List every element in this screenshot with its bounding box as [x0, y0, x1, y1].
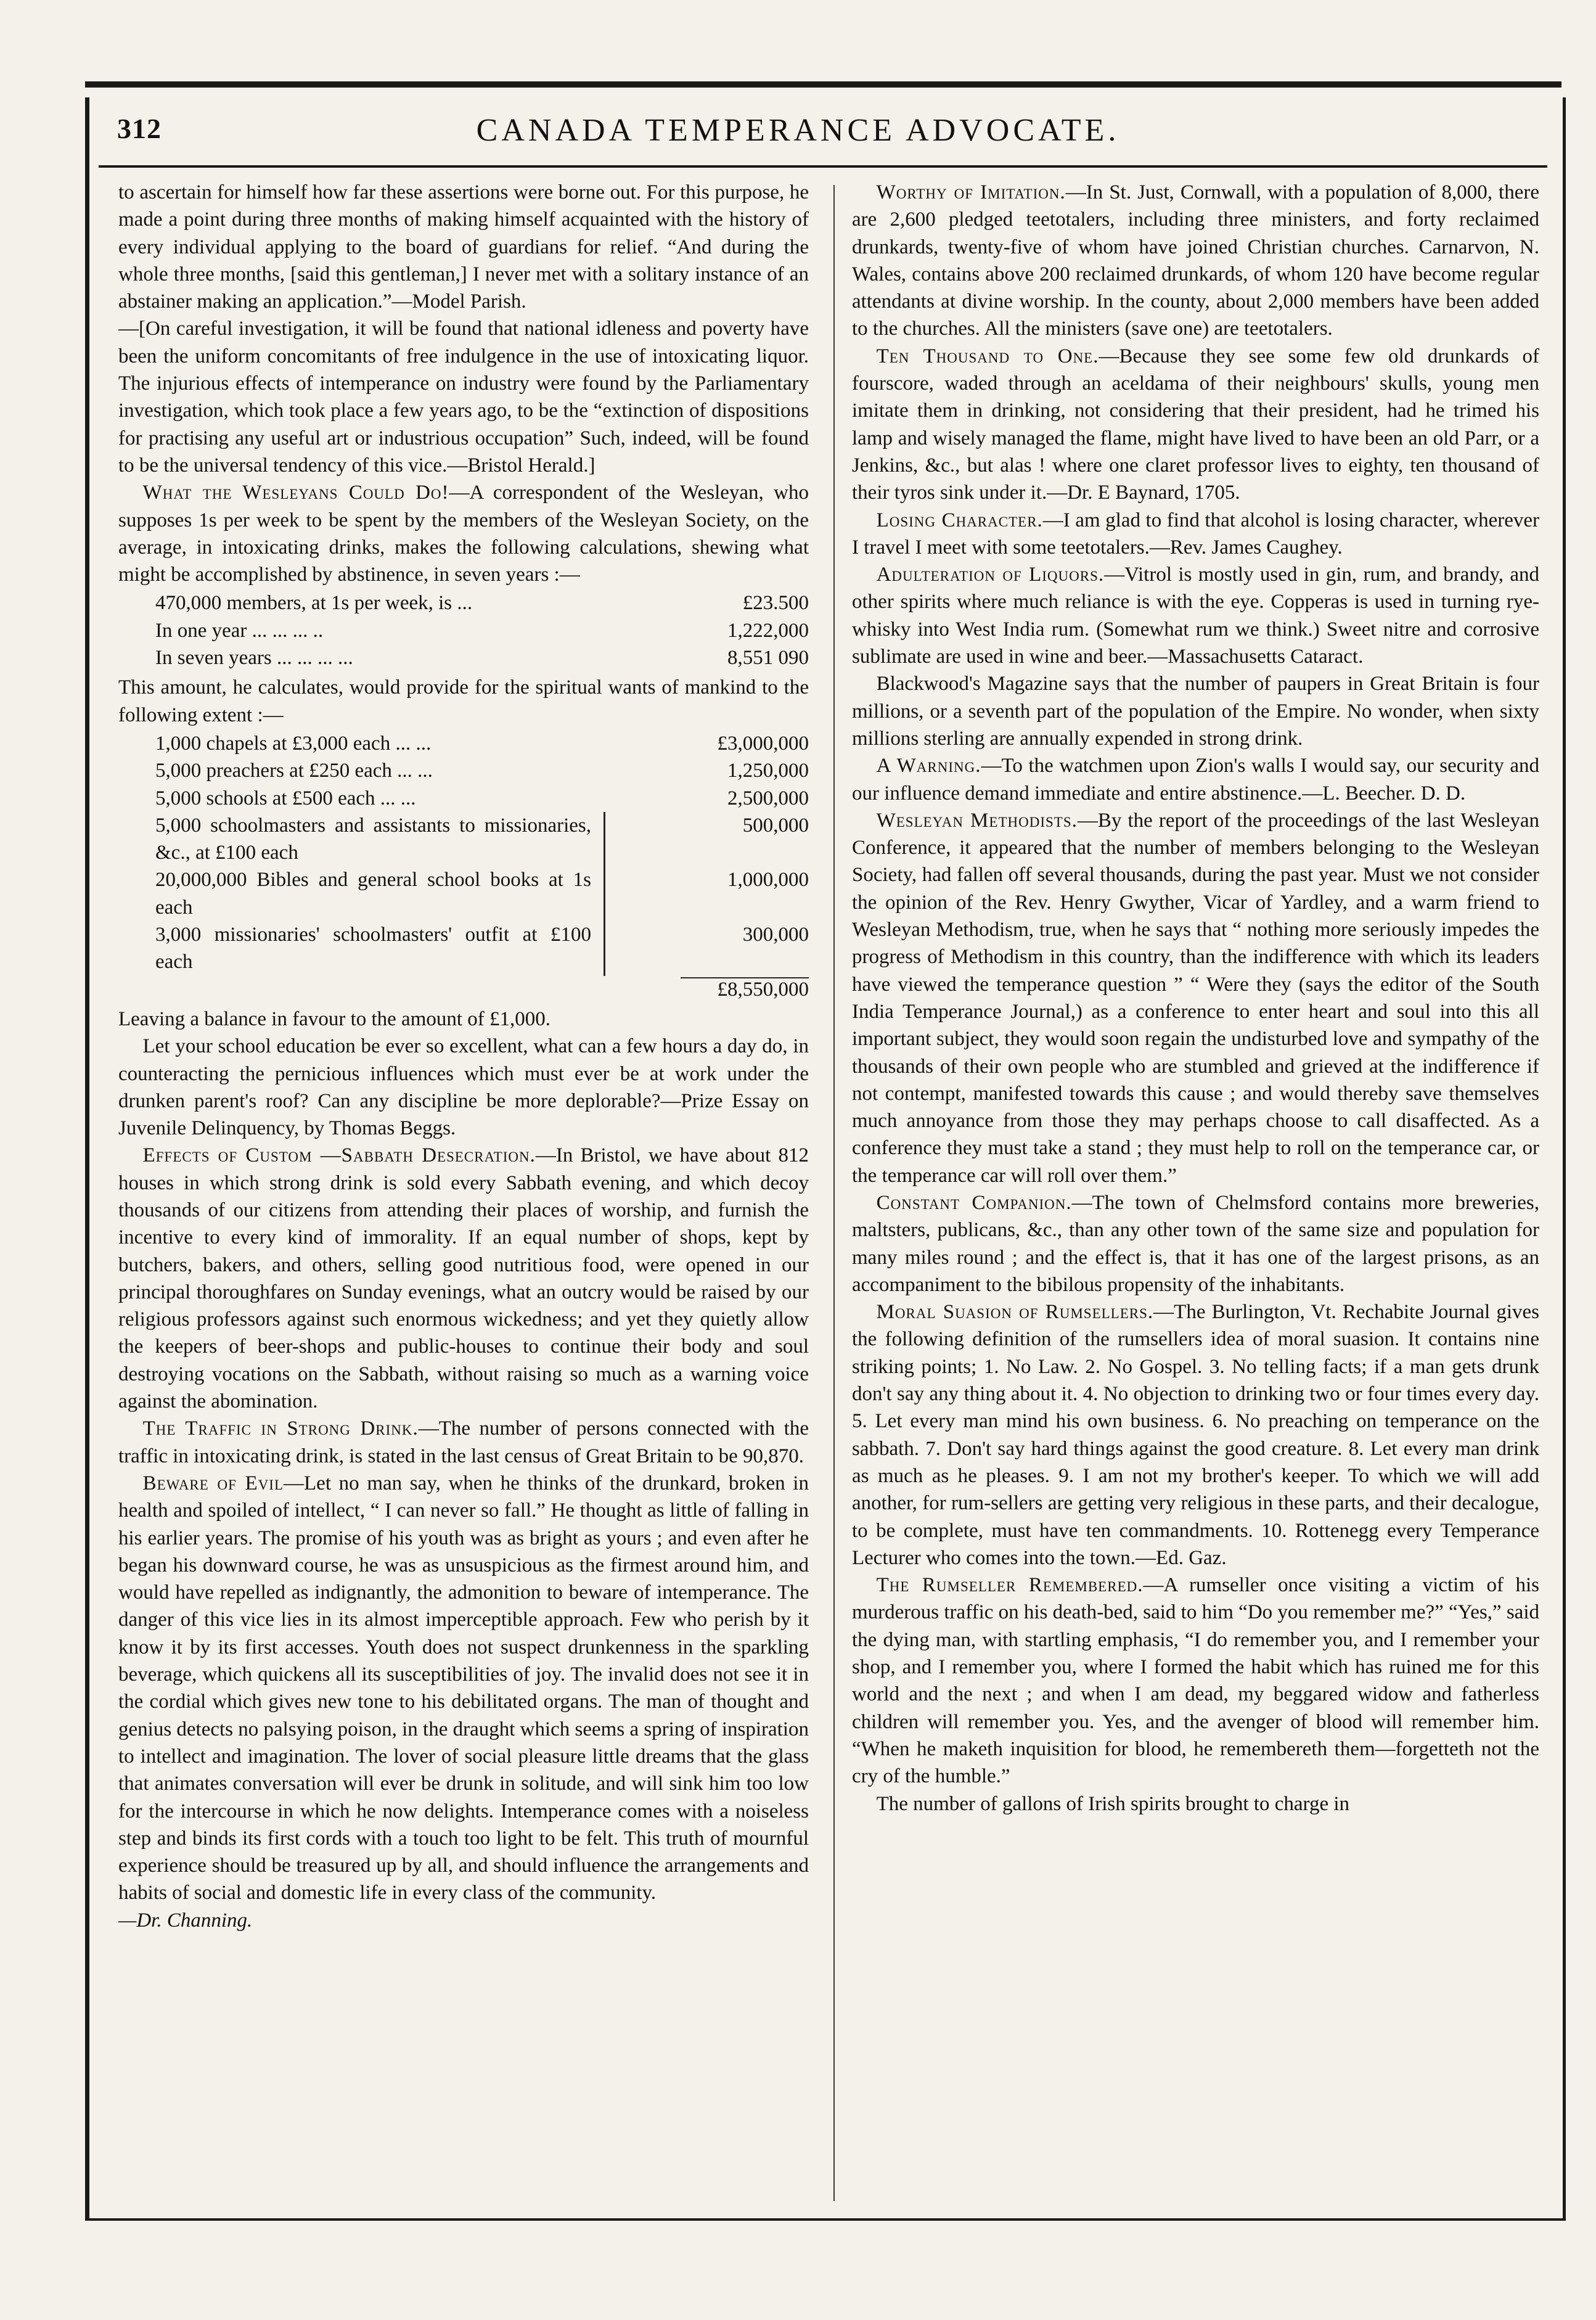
- row-label: 5,000 schools at £500 each ... ...: [155, 787, 416, 810]
- article-remembered: [852, 1572, 1539, 1790]
- row-amount: 300,000: [742, 924, 809, 946]
- paragraph: Let your school education be ever so excellent, what can a few hours a day do, in counteracting the pernicious influences which must ever be at work under the drunken parent's roof? Can any discipline be more deplorable?—Prize Essay on Juvenile Delinquency, by Thomas Beggs.: [118, 1035, 809, 1140]
- article-text: —By the report of the proceedings of the last Wesleyan Conference, it appeared that the number of members belonging to the Wesleyan Society, had fallen off several thousands, during the past year. Must we not consider the opinion of the Rev. Henry Gwyther, Vicar of Yardley, and a warm friend to Wesleyan Methodism, true, when he says that “ nothing more seriously impedes the progress of Methodism in this country, than the indifference with which its leaders have viewed the temperance question ” “ Were they (says the editor of the South India Temperance Journal,) as a conference to enter heart and soul into this all important subject, they would soon regain the undisturbed love and sympathy of the thousands of their own people who are stumbled and grieved at the indifference if not contempt, manifested towards this cause ; and would thereby save themselves much annoyance from those they may perhaps choose to call disaffected. As a conference they must take a stand ; they must help to roll on the temperance car, or the temperance car will roll over them.”: [852, 809, 1539, 1187]
- paragraph: —[On careful investigation, it will be found that national idleness and poverty have been the uniform concomitants of free indulgence in the use of intoxicating liquor. The injurious effects of intemperance on industry were found by the Parliamentary investigation, which took place a few years ago, to be the “extinction of dispositions for practising any useful art or industrious occupation” Such, indeed, will be found to be the universal tendency of this vice.—Bristol Herald.]: [118, 318, 809, 477]
- row-amount: 8,551 090: [727, 647, 809, 670]
- total-amount: £8,550,000: [681, 977, 809, 1001]
- table-row: [118, 730, 809, 757]
- article-irish-spirits: The number of gallons of Irish spirits brought to charge in: [876, 1792, 1350, 1815]
- table-row: [118, 812, 809, 867]
- row-label: In one year ... ... ... ..: [155, 619, 324, 642]
- article-text: —The town of Chelmsford contains more breweries, maltsters, publicans, &c., than any other town of the same size and population for many miles round ; and the effect is, that it has one of the largest prisons, as an accompaniment to the bibilous propensity of the inhabitants.: [852, 1191, 1539, 1296]
- row-label: 470,000 members, at 1s per week, is ...: [155, 592, 473, 615]
- article-text: —A rumseller once visiting a victim of his murderous traffic on his death-bed, said to him “Do you remember me?” “Yes,” said the dying man, with startling emphasis, “I do remember you, and I remember your shop, and I remember you, where I formed the habit which has ruined me for this world and the next ; and when I am dead, my beggared widow and fatherless children will remember you. Yes, and the avenger of blood will remember him. “When he maketh inquisition for blood, he remembereth them—forgetteth not the cry of the humble.”: [852, 1574, 1539, 1788]
- article-text: —Let no man say, when he thinks of the drunkard, broken in health and spoiled of intellect, “ I can never so fall.” He thought as little of falling in his earlier years. The promise of his youth was as bright as yours ; and even after he began his downward course, he was as unsuspicious as the firmest around him, and would have repelled as indignantly, the admonition to beware of intemperance. The danger of this vice lies in its almost imperceptible approach. Few who perish by it know it by its first accesses. Youth does not suspect drunkenness in the sparkling beverage, which quickens all its susceptibilities of joy. The invalid does not see it in the cordial which gives new tone to his debilitated organs. The man of thought and genius detects no palsying poison, in the draught which seems a spring of inspiration to intellect and imagination. The lover of social pleasure little dreams that the glass that animates conversation will ever be drunk in solitude, and will sink him too low for the intercourse in which he now delights. Intemperance comes with a noiseless step and binds its first cords with a touch too light to be felt. This truth of mournful experience should be treasured up by all, and should influence the arrangements and habits of social and domestic life in every class of the community.: [118, 1472, 809, 1904]
- article-text: —In St. Just, Cornwall, with a population of 8,000, there are 2,600 pledged teetotalers, including three ministers, and forty reclaimed drunkards, twenty-five of whom have joined Christian churches. Carnarvon, N. Wales, contains above 200 reclaimed drunkards, of whom 120 have become regular attendants at divine worship. In the county, about 2,000 members have been added to the churches. All the ministers (save one) are teetotalers.: [852, 181, 1539, 340]
- article-heading: The Rumseller Remembered.: [876, 1574, 1144, 1597]
- article-heading: A Warning.: [876, 755, 981, 777]
- article-adulteration: [852, 561, 1539, 670]
- column-rule: [833, 185, 835, 2201]
- source-attribution: —Dr. Channing.: [118, 1909, 253, 1932]
- row-amount: £23.500: [742, 592, 809, 615]
- paragraph: to ascertain for himself how far these assertions were borne out. For this purpose, he made a point during three months of making himself acquainted with the history of every individual applying to the board of guardians for relief. “And during the whole three months, [said this gentleman,] I never met with a solitary instance of an abstainer making an application.”—Model Parish.: [118, 181, 809, 313]
- table-row: [118, 757, 809, 784]
- row-amount: £3,000,000: [717, 732, 809, 755]
- article-custom: [118, 1142, 809, 1415]
- article-blackwood: Blackwood's Magazine says that the number of paupers in Great Britain is four millions, or a seventh part of the population of the Empire. No wonder, when sixty millions sterling are annually expended in strong drink.: [852, 673, 1539, 750]
- article-imitation: [852, 179, 1539, 343]
- article-heading: Losing Character.: [876, 509, 1043, 531]
- article-text: —The Burlington, Vt. Rechabite Journal gives the following definition of the rumsellers idea of moral suasion. It contains nine striking points; 1. No Law. 2. No Gospel. 3. No telling facts; if a man gets drunk don't say any thing about it. 4. No objection to drinking two or four times every day. 5. Let every man mind his own business. 6. No preaching on temperance on the sabbath. 7. Don't say hard things against the good creature. 8. Let every man drink as much as he pleases. 9. I am not my brother's keeper. To which we will add another, for rum-sellers are getting very religious in these parts, and their decalogue, to be complete, must have ten commandments. 10. Rottenegg every Temperance Lecturer who comes into the town.—Ed. Gaz.: [852, 1301, 1539, 1569]
- article-companion: [852, 1189, 1539, 1298]
- table-row: [118, 644, 809, 671]
- table-row: [118, 785, 809, 812]
- row-label: 5,000 schoolmasters and assistants to missionaries, &c., at £100 each: [155, 812, 605, 867]
- row-label: 3,000 missionaries' schoolmasters' outfit at £100 each: [155, 921, 605, 976]
- row-amount: 500,000: [742, 814, 809, 837]
- article-heading: Moral Suasion of Rumsellers.: [876, 1301, 1154, 1324]
- article-text: —To the watchmen upon Zion's walls I would say, our security and our influence demand immediate and entire abstinence.—L. Beecher. D. D.: [852, 755, 1539, 805]
- page-number: 312: [117, 113, 162, 144]
- article-heading: Wesleyan Methodists.: [876, 809, 1078, 832]
- article-heading: Constant Companion.: [876, 1191, 1072, 1214]
- article-heading: Beware of Evil: [142, 1472, 284, 1494]
- top-rule: [85, 81, 1561, 88]
- paragraph: Leaving a balance in favour to the amount of £1,000.: [118, 1007, 551, 1030]
- table-row: [118, 589, 809, 617]
- row-amount: 1,222,000: [727, 619, 809, 642]
- article-heading: Effects of Custom —Sabbath Desecration.: [142, 1144, 536, 1167]
- row-label: 5,000 preachers at £250 each ... ...: [155, 760, 433, 782]
- paragraph: This amount, he calculates, would provide for the spiritual wants of mankind to the following extent :—: [118, 676, 809, 726]
- row-amount: 1,250,000: [727, 760, 809, 782]
- article-wesleyans: [118, 479, 809, 588]
- running-title: CANADA TEMPERANCE ADVOCATE.: [476, 113, 1120, 148]
- article-methodists: [852, 807, 1539, 1189]
- row-label: 20,000,000 Bibles and general school books at 1s each: [155, 866, 605, 921]
- article-heading: The Traffic in Strong Drink.: [142, 1417, 419, 1440]
- article-text: —In Bristol, we have about 812 houses in which strong drink is sold every Sabbath evening, and which decoy thousands of our citizens from attending their places of worship, and furnish the incentive to every kind of immorality. If an equal number of shops, kept by butchers, bakers, and others, selling good nutritious food, were opened in our principal thoroughfares on Sunday evenings, what an outcry would be raised by our religious professors against such enormous wickedness; and yet they quietly allow the keepers of beer-shops and public-houses to continue their body and soul destroying vocations on the Sabbath, without raising so much as a warning voice against the abomination.: [118, 1144, 809, 1413]
- calculation-table: [118, 589, 809, 671]
- article-ten-thousand: [852, 343, 1539, 507]
- article-traffic: [118, 1415, 809, 1470]
- article-heading: Worthy of Imitation.: [876, 181, 1066, 203]
- article-heading: Ten Thousand to One.: [876, 345, 1099, 367]
- left-column: [118, 179, 809, 2204]
- row-label: In seven years ... ... ... ...: [155, 647, 353, 670]
- row-label: 1,000 chapels at £3,000 each ... ...: [155, 732, 432, 755]
- article-text: —Because they see some few old drunkards of fourscore, waded through an aceldama of their neighbours' skulls, young men imitate them in drinking, not considering that their president, had he trimed his lamp and wisely managed the flame, might have lived to have been an old Parr, or a Jenkins, &c., but alas ! where one claret professor lives to eighty, ten thousand of their tyros sink under it.—Dr. E Baynard, 1705.: [852, 345, 1539, 504]
- right-column: [852, 179, 1539, 2204]
- row-amount: 2,500,000: [727, 787, 809, 810]
- article-text: —The number of persons connected with the traffic in intoxicating drink, is stated in the last census of Great Britain to be 90,870.: [118, 1417, 809, 1467]
- table-row: [118, 921, 809, 976]
- article-text: —Vitrol is mostly used in gin, rum, and brandy, and other spirits where much reliance is with the eye. Copperas is used in turning rye-whisky into West India rum. (Somewhat rum we think.) Sweet nitre and corrosive sublimate are used in wine and beer.—Massachusetts Cataract.: [852, 564, 1539, 668]
- article-text: —A correspondent of the Wesleyan, who supposes 1s per week to be spent by the members of the Wesleyan Society, on the average, in intoxicating drinks, makes the following calculations, shewing what might be accomplished by abstinence, in seven years :—: [118, 482, 809, 586]
- row-amount: 1,000,000: [727, 869, 809, 892]
- table-row: [118, 866, 809, 921]
- article-beware: [118, 1470, 809, 1907]
- article-source: [118, 1907, 809, 1934]
- article-losing: [852, 507, 1539, 562]
- table-total: [118, 976, 809, 1003]
- article-warning: [852, 752, 1539, 807]
- table-row: [118, 617, 809, 644]
- article-suasion: [852, 1298, 1539, 1572]
- article-heading: Adulteration of Liquors.: [876, 564, 1105, 586]
- provision-table: [118, 730, 809, 1003]
- header-rule: [99, 165, 1547, 168]
- article-heading: What the Wesleyans Could Do!: [142, 482, 449, 504]
- article-text: —I am glad to find that alcohol is losing character, wherever I travel I meet with some teetotalers.—Rev. James Caughey.: [852, 509, 1539, 559]
